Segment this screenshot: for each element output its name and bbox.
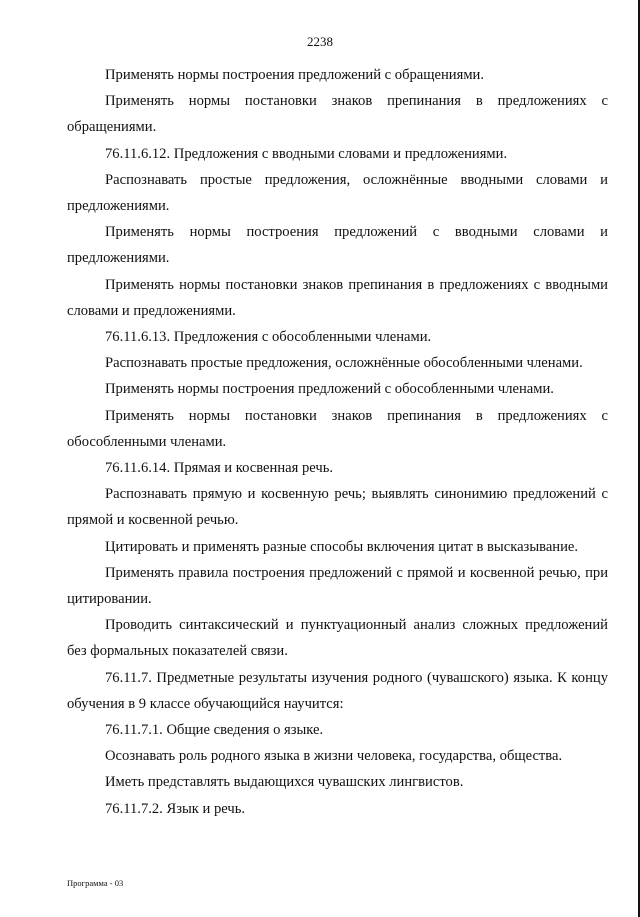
- section-heading: 76.11.6.12. Предложения с вводными словами и предложениями.: [105, 145, 508, 162]
- page-number: 2238: [307, 34, 333, 49]
- section-heading: 76.11.7.2. Язык и речь.: [105, 800, 246, 817]
- section-heading: 76.11.7. Предметные результаты изучения родного (чувашского) языка. К концу обучения в 9 классе обучающийся научится:: [67, 669, 608, 712]
- paragraph: Применять нормы построения предложений с обращениями.: [105, 67, 485, 83]
- paragraph: Цитировать и применять разные способы включения цитат в высказывание.: [105, 538, 579, 555]
- paragraph: Распознавать простые предложения, осложнённые обособленными членами.: [105, 355, 583, 372]
- paragraph: Применять правила построения предложений с прямой и косвенной речью, при цитировании.: [67, 564, 608, 608]
- section-heading: 76.11.7.1. Общие сведения о языке.: [105, 722, 324, 739]
- paragraph: Применять нормы постановки знаков препинания в предложениях с обособленными членами.: [67, 407, 608, 450]
- paragraph: Применять нормы построения предложений с обособленными членами.: [105, 381, 554, 398]
- paragraph: Применять нормы постановки знаков препинания в предложениях с вводными словами и предложениями.: [67, 276, 608, 319]
- section-heading: 76.11.6.14. Прямая и косвенная речь.: [105, 460, 334, 477]
- paragraph: Применять нормы построения предложений с вводными словами и предложениями.: [67, 224, 608, 267]
- document-body: [67, 62, 608, 822]
- paragraph: Осознавать роль родного языка в жизни человека, государства, общества.: [105, 748, 563, 765]
- paragraph: Распознавать прямую и косвенную речь; выявлять синонимию предложений с прямой и косвенной речью.: [67, 486, 608, 529]
- footer-label: Программа - 03: [67, 878, 124, 888]
- paragraph: Проводить синтаксический и пунктуационный анализ сложных предложений без формальных показателей связи.: [67, 617, 608, 660]
- paragraph: Иметь представлять выдающихся чувашских лингвистов.: [105, 774, 464, 791]
- paragraph: Применять нормы постановки знаков препинания в предложениях с обращениями.: [67, 93, 608, 136]
- section-heading: 76.11.6.13. Предложения с обособленными членами.: [105, 329, 432, 346]
- paragraph: Распознавать простые предложения, осложнённые вводными словами и предложениями.: [67, 171, 608, 215]
